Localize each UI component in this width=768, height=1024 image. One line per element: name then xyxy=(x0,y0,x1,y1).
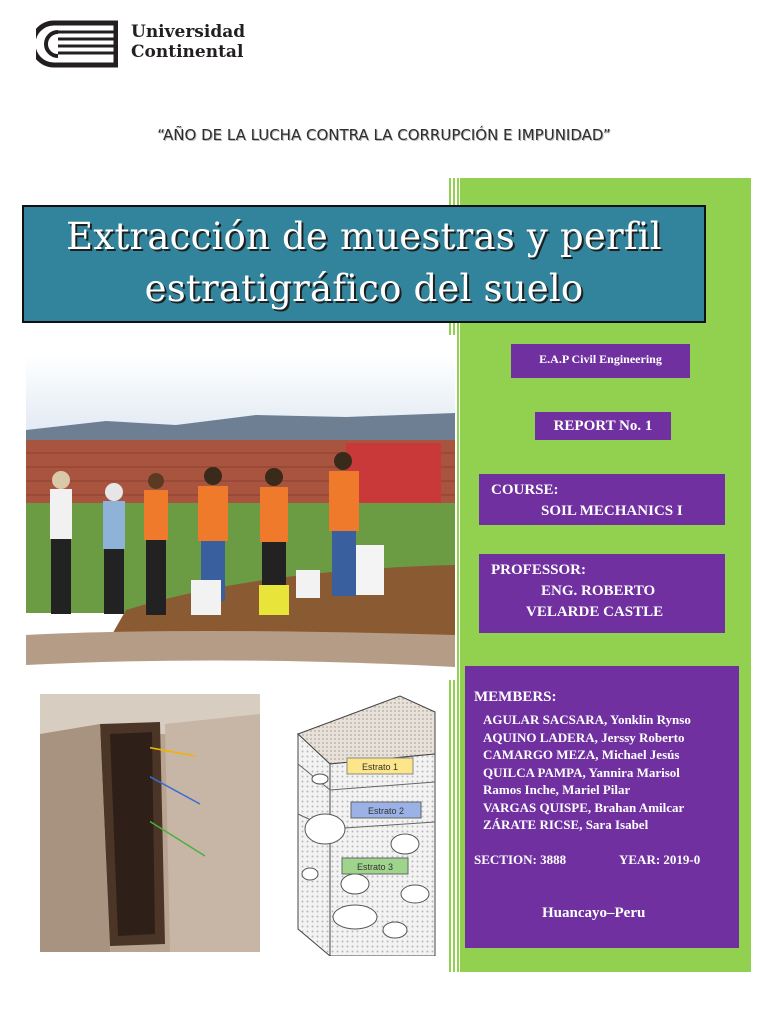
course-label: COURSE: xyxy=(491,482,559,498)
professor-label: PROFESSOR: xyxy=(491,562,587,578)
university-name-line1: Universidad xyxy=(131,22,246,42)
list-item: ZÁRATE RICSE, Sara Isabel xyxy=(483,817,649,832)
university-name xyxy=(131,22,245,62)
report-number-box: REPORT No. 1 xyxy=(535,412,671,440)
strata-label-3: Estrato 3 xyxy=(356,862,394,872)
members-list xyxy=(483,711,691,834)
academic-year: YEAR: 2019-0 xyxy=(619,852,701,867)
career-box: E.A.P Civil Engineering xyxy=(511,344,690,378)
course-name: SOIL MECHANICS I xyxy=(541,503,683,519)
members-label: MEMBERS: xyxy=(474,689,557,705)
list-item: AGULAR SACSARA, Yonklin Rynso xyxy=(483,712,691,727)
location: Huancayo–Peru xyxy=(542,905,646,921)
university-logo-icon xyxy=(36,20,118,68)
year-motto: “AÑO DE LA LUCHA CONTRA LA CORRUPCIÓN E IMPUNIDAD” xyxy=(157,126,611,144)
professor-name-line2: VELARDE CASTLE xyxy=(526,604,664,620)
list-item: AQUINO LADERA, Jerssy Roberto xyxy=(483,729,685,745)
section-number: SECTION: 3888 xyxy=(474,852,567,867)
report-title xyxy=(22,211,706,315)
professor-name-line1: ENG. ROBERTO xyxy=(541,583,656,599)
strata-label-1: Estrato 1 xyxy=(361,762,399,772)
report-title-line1: Extracción de muestras y perfil xyxy=(66,215,662,258)
list-item: VARGAS QUISPE, Brahan Amilcar xyxy=(483,799,685,815)
professor-box xyxy=(479,554,725,633)
field-team-photo xyxy=(26,335,455,680)
course-box xyxy=(479,474,725,525)
members-box xyxy=(465,666,739,948)
strata-label-2: Estrato 2 xyxy=(367,806,405,816)
report-title-line2: estratigráfico del suelo xyxy=(144,267,584,310)
list-item: QUILCA PAMPA, Yannira Marisol xyxy=(483,764,680,780)
list-item: CAMARGO MEZA, Michael Jesús xyxy=(483,747,680,762)
list-item: Ramos Inche, Mariel Pilar xyxy=(483,782,631,797)
university-name-line2: Continental xyxy=(131,42,244,62)
strata-diagram xyxy=(150,694,440,956)
